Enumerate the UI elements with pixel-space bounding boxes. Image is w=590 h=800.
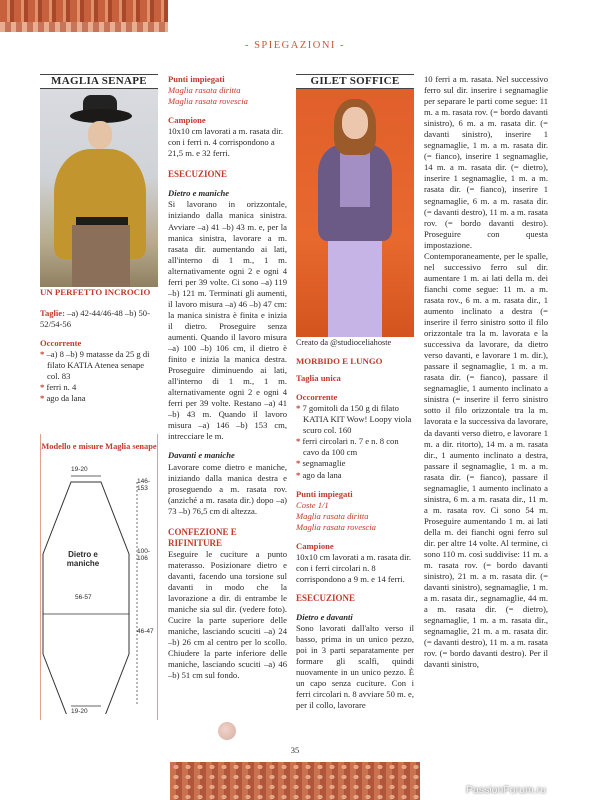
list-item: * –a) 8 –b) 9 matasse da 25 g di filato KATIA Atenea senape col. 83 (40, 349, 150, 382)
column-maglia-senape (40, 74, 158, 404)
confezione-title: CONFEZIONE E RIFINITURE (168, 526, 237, 548)
confezione-text: Eseguire le cuciture a punto materasso. Posizionare dietro e davanti, facendo una torsione sul davanti in modo che la lavorazione a dir. di entrambe le maniche sia sul dir. (vedere foto). Cucire la parte superiore delle maniche, lasciando scuciti –a) 24 –b) 26 cm al centro per lo scollo. Chiudere la parte inferiore delle maniche, lasciando scuciti –a) 46 –b) 51 cm sul fondo. (168, 548, 287, 681)
list-item: * 7 gomitoli da 150 g di filato KATIA KIT Wow! Loopy viola scuro col. 160 (296, 403, 412, 436)
photo-credit: Creato da @studioceliahoste (296, 338, 392, 348)
campione-text: 10x10 cm lavorati a m. rasata dir. con i ferri n. 4 corrispondono a 21,5 m. e 32 ferri. (168, 126, 284, 159)
punto-item: Maglia rasata diritta (296, 510, 369, 521)
schema-diagram (40, 434, 158, 720)
punto-item: Maglia rasata diritta (168, 85, 241, 96)
column-gilet-soffice (296, 74, 414, 711)
watermark: PassionForum.ru (466, 784, 546, 796)
campione-title: Campione (296, 540, 334, 551)
list-item: * segnamaglie (296, 458, 346, 469)
decorative-knit-band (0, 0, 590, 36)
dim-side-top: 146-153 (137, 478, 151, 492)
dim-width: 56-57 (75, 594, 92, 601)
yarn-ball-icon (218, 722, 236, 740)
punto-item: Coste 1/1 (296, 499, 329, 510)
esecuzione-title: ESECUZIONE (296, 592, 356, 603)
list-item: * ago da lana (40, 393, 86, 404)
continued-text: 10 ferri a m. rasata. Nel successivo ferro sul dir. inserire i segnamaglie per separare le parti come segue: 11 m. a m. rasata rov. (= bordo davanti sinistro), 6 m. a m. rasata dir. (= davanti sinistro), inserire 1 segnamaglie, 1 m. a m. rasata dir. (= fianco), inserire 1 segnamaglie, 14 m. a m. rasata dir. (= dietro), inserire 1 segnamaglie, 1 m. a m. rasata dir. (= fianco), inserire 1 segnamaglie, 6 m. a m. rasata dir. (= davanti destro), 11 m. a m. rasata rov. (= bordo davanti destro). Proseguire con questa impostazione. Contemporaneamente, per le spalle, nel successivo ferro sul dir. aumentare 1 m. ai lati della m. dei fianchi come segue: 11 m. a m. rasata rov., 6 m. a m. rasata dir., 1 aumento inclinato a destra (= inserire il ferro sinistro sotto il filo orizzontale tra la m. lavorata e la successiva da lavorare, da dietro verso davanti, e lavorare 1 m. dir.), passare il segnamaglie, 1 m. a m. rasata dir. (= fianco), passare il segnamaglie, 1 aumento inclinato a sinistra (= inserire il ferro sinistro sotto il filo orizzontale tra la m. lavorata e la successiva da lavorare, da davanti verso dietro, e lavorare 1 m. a dir. ritorto), 14 m. a m. rasata dir., 1 aumento inclinato a destra, passare il segnamaglie, 1 m. a m. rasata dir. (= fianco), passare il segnamaglie, 1 aumento inclinato a sinistra, 6 m. a m. rasata dir., 11 m. a m. rasata rov. Ci sono 54 m. Proseguire aumentando 1 m. ai lati della m. dei fianchi ogni ferro sul dir. per altre 14 volte. Al termine, ci sono 110 m. così suddivise: 11 m. a m. rasata rov. (= bordo davanti sinistro), 21 m. a m. rasata dir. (= davanti sinistro), segnamaglie, 1 m. a m. rasata dir., segnamaglie, 44 m. a m. rasata dir. (= dietro), segnamaglie, 1 m. a m. rasata dir., segnamaglie, 21 m. a m. rasata dir. (= davanti destro), 11 m. a m. rasata rov. (= bordo davanti destro). Per il davanti sinistro, (424, 74, 548, 670)
taglia-unica: Taglia unica (296, 373, 341, 384)
schema-shape (41, 464, 159, 714)
punto-item: Maglia rasata rovescia (168, 96, 248, 107)
decorative-knit-swatch (170, 762, 420, 800)
esecuzione-title: ESECUZIONE (168, 169, 228, 180)
column-instructions-2 (424, 74, 548, 671)
dietro-title: Dietro e maniche (168, 188, 230, 199)
column-instructions-1 (168, 74, 287, 681)
title-gilet-soffice: GILET SOFFICE (296, 74, 414, 89)
diagram-title: Modello e misure Maglia senape (41, 442, 157, 451)
diagram-center-label: Dietro e maniche (66, 550, 100, 568)
dietro-davanti-title: Dietro e davanti (296, 611, 353, 622)
punti-title: Punti impiegati (168, 74, 225, 84)
campione-title: Campione (168, 115, 206, 126)
dim-bottom: 19-20 (71, 708, 88, 715)
occorrente-label: Occorrente (40, 338, 82, 349)
title-maglia-senape: MAGLIA SENAPE (40, 74, 158, 89)
punti-title: Punti impiegati (296, 488, 353, 499)
list-item: * ago da lana (296, 469, 342, 480)
photo-gilet-soffice (296, 89, 414, 337)
sizes: Taglie: –a) 42-44/46-48 –b) 50-52/54-56 (40, 308, 150, 330)
campione-text: 10x10 cm lavorati a m. rasata dir. con i ferri circolari n. 8 corrispondono a 9 m. e 14 ferri. (296, 551, 412, 584)
photo-maglia-senape (40, 89, 158, 287)
davanti-title: Davanti e maniche (168, 450, 235, 461)
dietro-davanti-text: Sono lavorati dall'alto verso il basso, prima in un unico pezzo, poi in 3 parti separatamente per formare gli scalfi, quindi nuovamente in un unico pezzo. È un capo senza cuciture. Con i ferri circolari n. 8 avviare 50 m. e, per il collo, lavorare (296, 623, 414, 711)
list-item: * ferri circolari n. 7 e n. 8 con cavo da 100 cm (296, 436, 399, 458)
punto-item: Maglia rasata rovescia (296, 521, 376, 532)
davanti-text: Lavorare come dietro e maniche, iniziando dalla manica destra e proseguendo a m. rasata rov. (anziché a m. rasata dir.) dopo –a) 73 –b) 76,5 cm di altezza. (168, 461, 287, 516)
occorrente-label: Occorrente (296, 392, 338, 403)
dim-side-bottom: 46-47 (137, 628, 154, 635)
section-header: - SPIEGAZIONI - (244, 40, 346, 51)
page-number: 35 (290, 745, 300, 755)
subtitle-morbido: MORBIDO E LUNGO (296, 356, 383, 367)
dim-top: 19-20 (71, 466, 88, 473)
dietro-text: Si lavorano in orizzontale, iniziando dalla manica sinistra. Avviare –a) 41 –b) 43 m. e, per la manica sinistra, lavorare a m. rasata dir. aumentando ai lati, all'interno di 1 m., 1 m. alternativamente ogni 2 e ogni 4 ferri per 39 volte. Ci sono –a) 119 –b) 121 m. Terminati gli aumenti, il lavoro misura –a) 46 –b) 47 cm: la manica sinistra è finita e inizia il dietro. Proseguire senza aumenti. Quando il lavoro misura –a) 100 –b) 106 cm, il dietro è finito e inizia la manica destra. Proseguire diminuendo ai lati, all'interno di 1 m., 1 m. alternativamente ogni 2 e ogni 4 ferri per 39 volte. Restano –a) 41 –b) 43 m. Quando il lavoro misura –a) 146 –b) 153 cm, intrecciare le m. (168, 199, 287, 442)
list-item: * ferri n. 4 (40, 382, 77, 393)
subtitle-perfetto-incrocio: UN PERFETTO INCROCIO (40, 287, 151, 298)
dim-side-mid: 100-106 (137, 548, 151, 562)
